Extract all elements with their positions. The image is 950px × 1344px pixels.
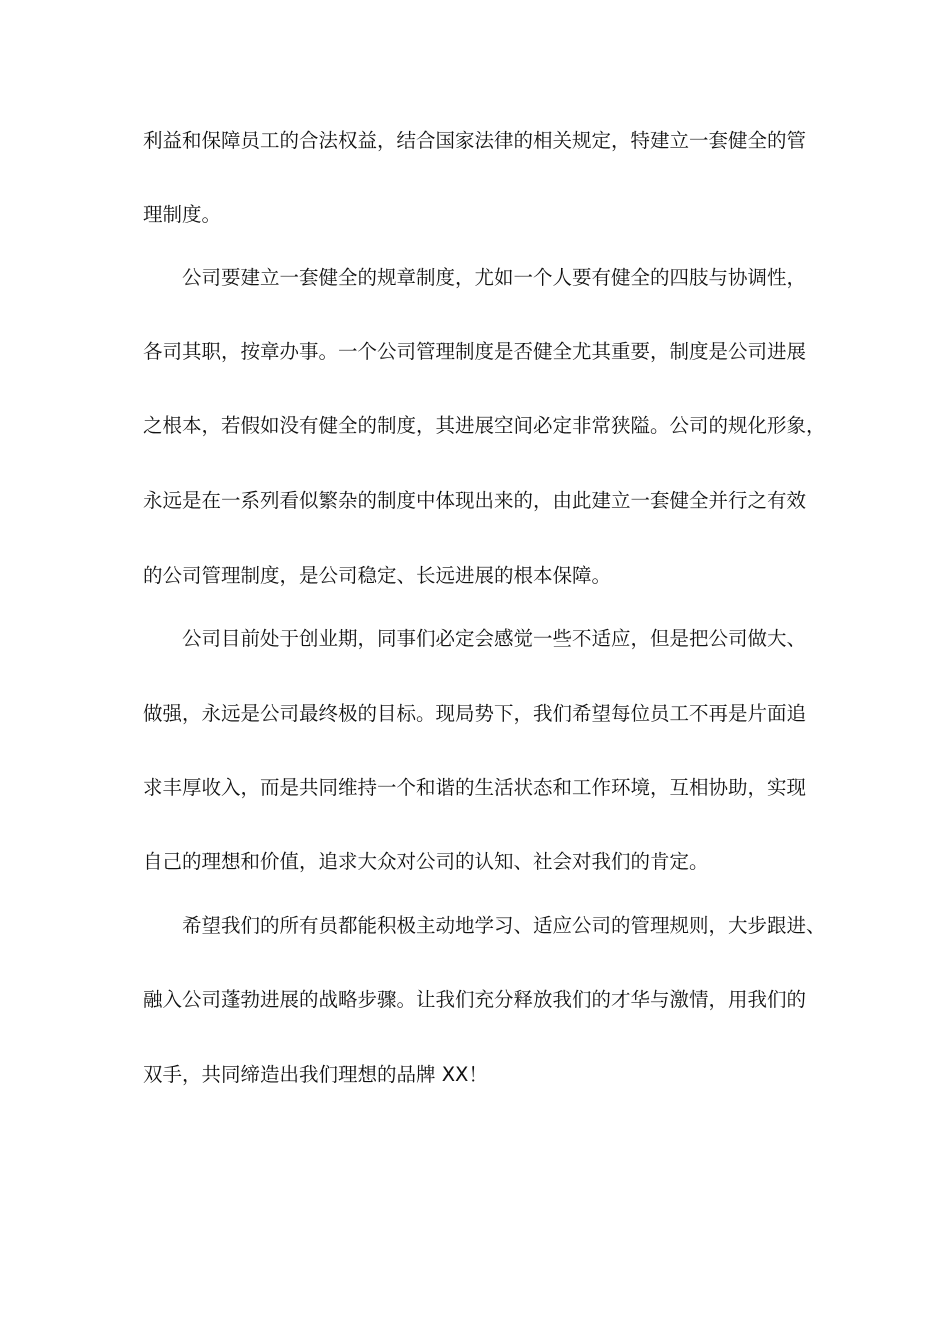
text-line: 双手，共同缔造出我们理想的品牌 XX！: [143, 1063, 488, 1086]
text-line: 各司其职，按章办事。一个公司管理制度是否健全尤其重要，制度是公司进展: [143, 340, 807, 363]
text-line: 永远是在一系列看似繁杂的制度中体现出来的，由此建立一套健全并行之有效: [143, 489, 807, 512]
paragraph-start-line: 公司目前处于创业期，同事们必定会感觉一些不适应，但是把公司做大、: [182, 627, 807, 650]
text-line: 融入公司蓬勃进展的战略步骤。让我们充分释放我们的才华与激情，用我们的: [143, 988, 807, 1011]
text-line: 求丰厚收入，而是共同维持一个和谐的生活状态和工作环境，互相协助，实现: [143, 776, 807, 799]
paragraph-start-line: 公司要建立一套健全的规章制度，尤如一个人要有健全的四肢与协调性，: [182, 266, 807, 289]
text-line: 之根本，若假如没有健全的制度，其进展空间必定非常狭隘。公司的规化形象，: [143, 414, 826, 437]
text-line: 利益和保障员工的合法权益，结合国家法律的相关规定，特建立一套健全的管: [143, 129, 807, 152]
text-line: 做强，永远是公司最终极的目标。现局势下，我们希望每位员工不再是片面追: [143, 702, 807, 725]
text-line: 理制度。: [143, 203, 222, 226]
paragraph-start-line: 希望我们的所有员都能积极主动地学习、适应公司的管理规则，大步跟进、: [182, 914, 826, 937]
text-line: 自己的理想和价值，追求大众对公司的认知、社会对我们的肯定。: [143, 850, 709, 873]
text-line: 的公司管理制度，是公司稳定、长远进展的根本保障。: [143, 564, 612, 587]
